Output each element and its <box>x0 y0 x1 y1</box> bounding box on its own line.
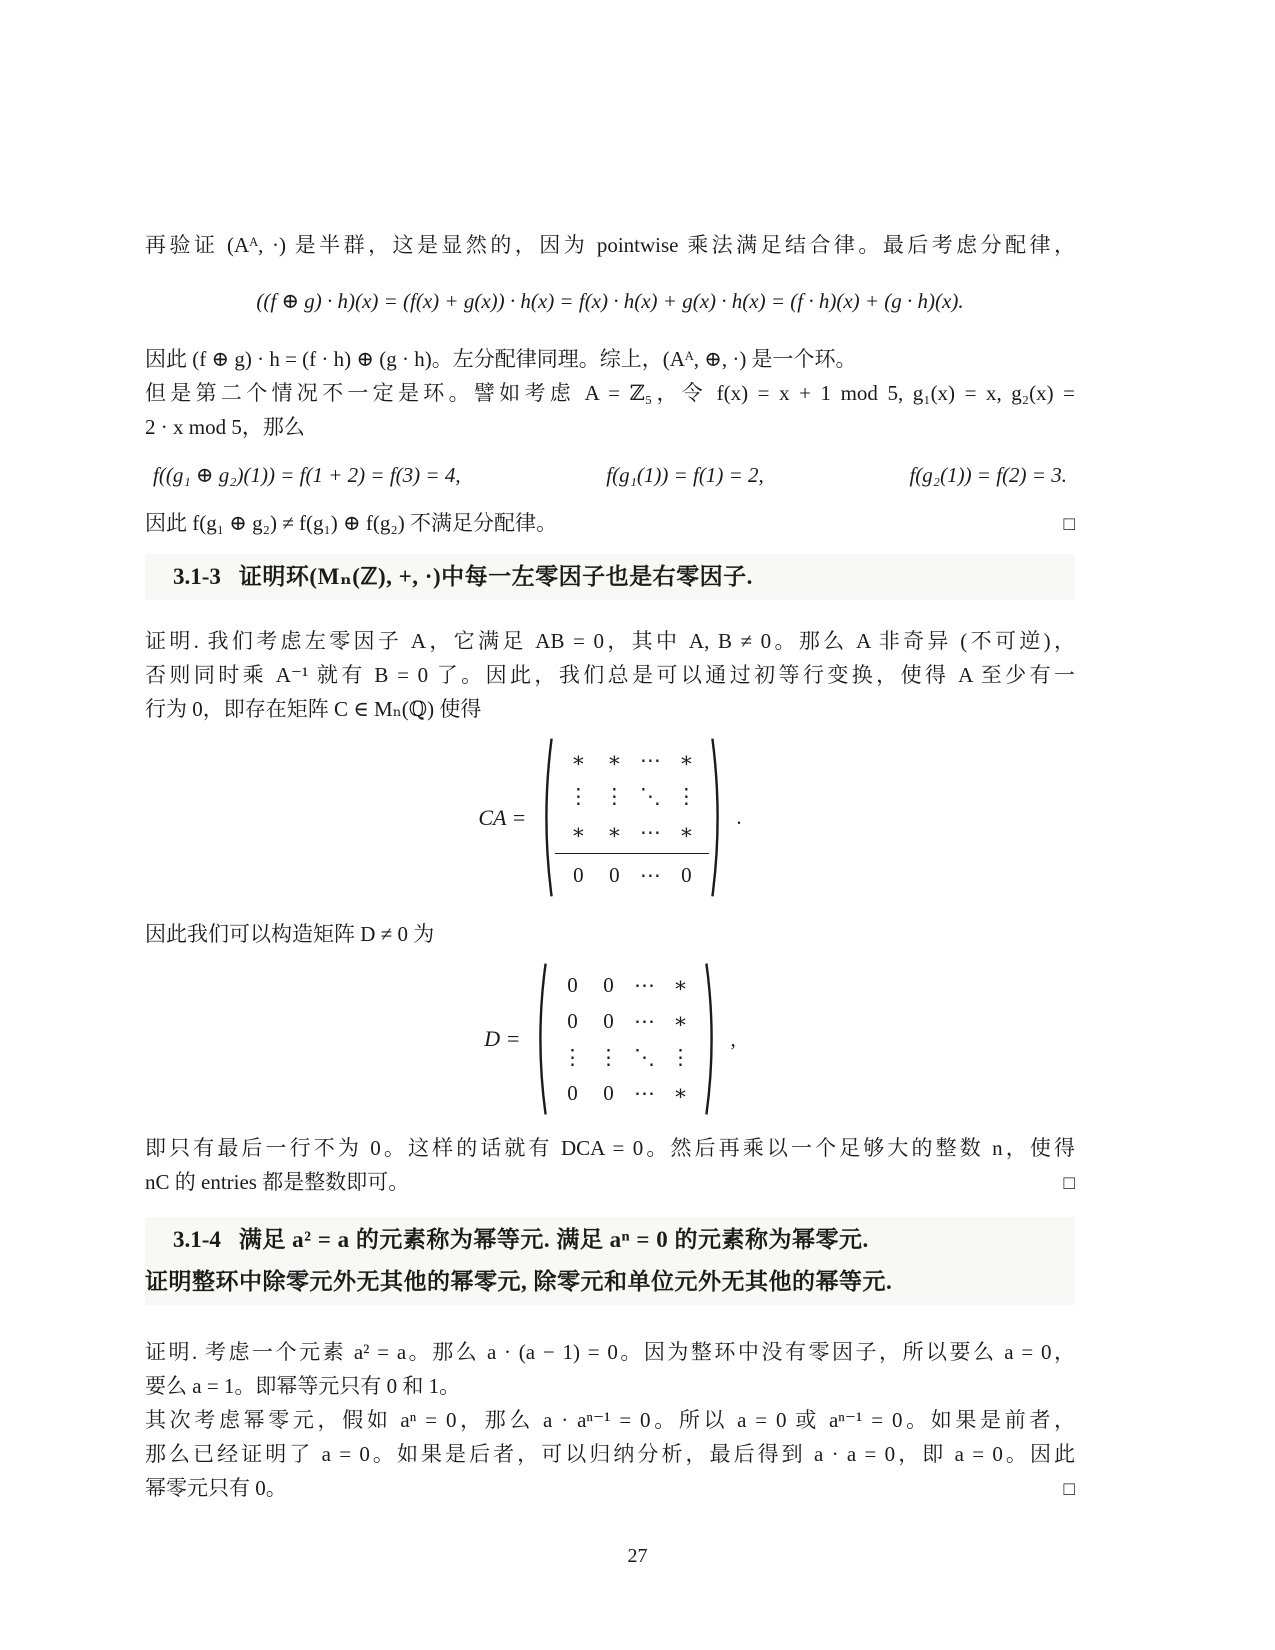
matrix-cell: ∗ <box>571 747 586 772</box>
matrix-cell: ∗ <box>679 819 694 844</box>
matrix-rule <box>555 853 709 854</box>
matrix-cell: ⋮ <box>567 783 589 808</box>
text-line: 2 · x mod 5，那么 <box>145 415 305 439</box>
paragraph-construct-d: 因此我们可以构造矩阵 D ≠ 0 为 <box>145 922 435 946</box>
matrix-cell: ∗ <box>673 1008 688 1033</box>
document-page <box>145 228 1075 1507</box>
matrix-cell: ⋯ <box>633 1008 655 1033</box>
matrix-cell: ∗ <box>571 819 586 844</box>
text-line: nC 的 entries 都是整数即可。 □ <box>145 1165 1075 1201</box>
left-paren-icon <box>532 961 548 1117</box>
matrix-trailing-punct: , <box>730 1026 736 1051</box>
page-number: 27 <box>627 1545 648 1567</box>
matrix-cell: ⋮ <box>561 1044 583 1069</box>
paragraph-conclusion <box>145 506 1075 542</box>
matrix-cell: ⋯ <box>639 819 661 844</box>
matrix-cell: 0 <box>567 972 578 997</box>
matrix-cell: 0 <box>573 862 584 887</box>
matrix-cell: ⋮ <box>669 1044 691 1069</box>
matrix-label: D = <box>484 1026 521 1051</box>
text-line: 否则同时乘 A⁻¹ 就有 B = 0 了。因此，我们总是可以通过初等行变换，使得 A 至少有一 <box>145 663 1075 687</box>
left-paren-icon <box>538 736 554 899</box>
matrix-cells <box>554 736 710 899</box>
qed-box: □ <box>1063 1479 1075 1500</box>
matrix-equation-ca <box>145 736 1075 899</box>
problem-number: 3.1-3 <box>173 564 221 589</box>
text-line: 证明. 我们考虑左零因子 A，它满足 AB = 0，其中 A, B ≠ 0。那么 A 非奇异 (不可逆)， <box>145 629 1075 653</box>
display-equation-distributive: ((f ⊕ g) · h)(x) = (f(x) + g(x)) · h(x) = f(x) · h(x) + g(x) · h(x) = (f · h)(x) + (g · h)(x). <box>256 289 964 313</box>
matrix-cell: 0 <box>603 1008 614 1033</box>
problem-heading-3-1-4 <box>145 1217 1075 1305</box>
text-line: 要么 a = 1。即幂等元只有 0 和 1。 <box>145 1374 461 1398</box>
matrix-cell: ⋯ <box>639 747 661 772</box>
text-line: 那么已经证明了 a = 0。如果是后者，可以归纳分析，最后得到 a · a = 0，即 a = 0。因此 <box>145 1442 1075 1466</box>
matrix-cell: ⋮ <box>603 783 625 808</box>
equation-segment: f((g₁ ⊕ g₂)(1)) = f(1 + 2) = f(3) = 4, <box>153 463 461 487</box>
text-line: 即只有最后一行不为 0。这样的话就有 DCA = 0。然后再乘以一个足够大的整数 n，使得 <box>145 1136 1075 1160</box>
matrix-cell: ∗ <box>673 1080 688 1105</box>
equation-segment: f(g₁(1)) = f(1) = 2, <box>606 463 764 487</box>
matrix-cell: ⋱ <box>639 783 661 808</box>
paragraph-dca-conclusion <box>145 1131 1075 1201</box>
matrix-cell: 0 <box>603 1080 614 1105</box>
matrix-cells <box>548 961 704 1117</box>
matrix-cell: ⋯ <box>633 1080 655 1105</box>
matrix-cell: 0 <box>567 1008 578 1033</box>
text-line: 其次考虑幂零元，假如 aⁿ = 0，那么 a · aⁿ⁻¹ = 0。所以 a = 0 或 aⁿ⁻¹ = 0。如果是前者， <box>145 1408 1075 1432</box>
display-equation-counterexample <box>145 458 1075 492</box>
matrix-cell: ∗ <box>673 972 688 997</box>
matrix-cell: ∗ <box>607 819 622 844</box>
matrix-cell: 0 <box>609 862 620 887</box>
matrix-equation-d <box>145 961 1075 1117</box>
paragraph-intro: 再验证 (Aᴬ, ·) 是半群，这是显然的，因为 pointwise 乘法满足结合律。最后考虑分配律， <box>145 233 1075 257</box>
matrix-cell: ⋯ <box>633 972 655 997</box>
text-line: 因此 f(g₁ ⊕ g₂) ≠ f(g₁) ⊕ f(g₂) 不满足分配律。 <box>145 511 557 535</box>
qed-box: □ <box>1063 514 1075 535</box>
matrix-trailing-punct: . <box>736 805 742 829</box>
paragraph-counterexample <box>145 342 1075 444</box>
problem-title-line2: 证明整环中除零元外无其他的幂零元, 除零元和单位元外无其他的幂等元. <box>145 1269 893 1294</box>
text-line: 行为 0，即存在矩阵 C ∈ Mₙ(ℚ) 使得 <box>145 697 482 721</box>
right-paren-icon <box>704 961 720 1117</box>
matrix-cell: 0 <box>681 862 692 887</box>
proof-3-1-4 <box>145 1335 1075 1507</box>
matrix-cell: ∗ <box>607 747 622 772</box>
text-line: 因此 (f ⊕ g) · h = (f · h) ⊕ (g · h)。左分配律同理。综上，(Aᴬ, ⊕, ·) 是一个环。 <box>145 347 857 371</box>
matrix-cell: ⋯ <box>639 862 661 887</box>
equation-segment: f(g₂(1)) = f(2) = 3. <box>909 463 1067 487</box>
text-line: 幂零元只有 0。 □ <box>145 1471 1075 1507</box>
text-line: 但是第二个情况不一定是环。譬如考虑 A = ℤ₅，令 f(x) = x + 1 mod 5, g₁(x) = x, g₂(x) = <box>145 381 1075 405</box>
problem-title-line1: 满足 a² = a 的元素称为幂等元. 满足 aⁿ = 0 的元素称为幂零元. <box>238 1227 869 1252</box>
matrix-cell: ∗ <box>679 747 694 772</box>
matrix-cell: 0 <box>567 1080 578 1105</box>
matrix-label: CA = <box>478 804 527 830</box>
proof-3-1-3 <box>145 624 1075 726</box>
problem-heading-3-1-3 <box>145 554 1075 600</box>
problem-number: 3.1-4 <box>173 1227 221 1252</box>
qed-box: □ <box>1063 1173 1075 1194</box>
matrix-cell: ⋮ <box>675 783 697 808</box>
problem-title: 证明环(Mₙ(ℤ), +, ·)中每一左零因子也是右零因子. <box>238 564 753 589</box>
matrix-cell: 0 <box>603 972 614 997</box>
matrix-cell: ⋮ <box>597 1044 619 1069</box>
text-line: 证明. 考虑一个元素 a² = a。那么 a · (a − 1) = 0。因为整环中没有零因子，所以要么 a = 0， <box>145 1340 1075 1364</box>
right-paren-icon <box>710 736 726 899</box>
matrix-cell: ⋱ <box>633 1044 655 1069</box>
